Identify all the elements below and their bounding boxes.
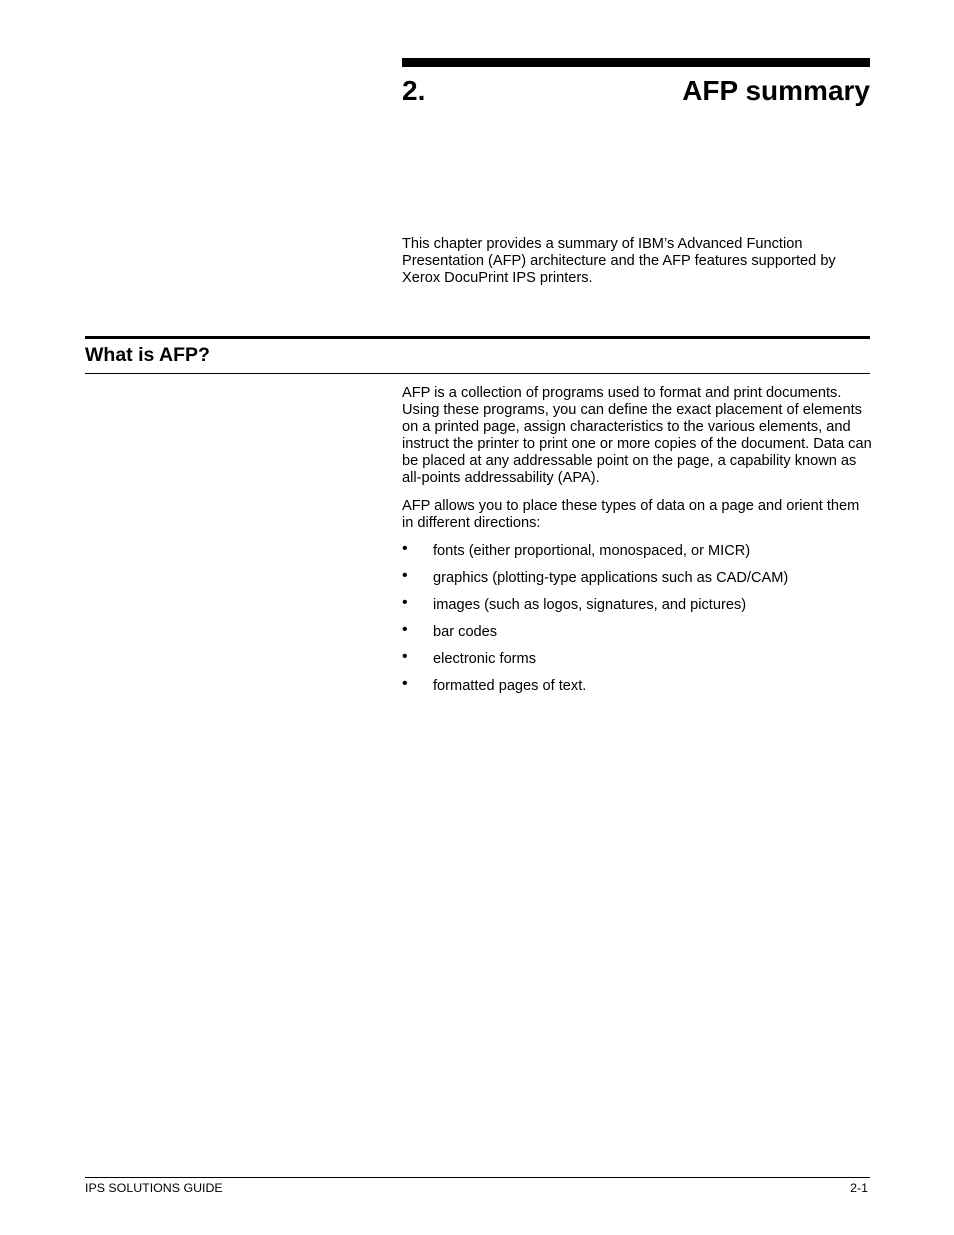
list-item: [402, 594, 872, 624]
footer-page-number: 2-1: [850, 1181, 868, 1195]
bullet-icon: •: [402, 594, 408, 611]
chapter-number: 2.: [402, 75, 426, 106]
list-item: [402, 621, 872, 651]
section-heading-bottom-rule: [85, 373, 870, 374]
list-item-text: electronic forms: [433, 651, 536, 667]
list-item-text: formatted pages of text.: [433, 678, 587, 694]
bullet-icon: •: [402, 540, 408, 557]
bullet-icon: •: [402, 621, 408, 638]
list-item-text: images (such as logos, signatures, and pictures): [433, 597, 747, 613]
bullet-list: [402, 540, 872, 705]
paragraph: AFP is a collection of programs used to format and print documents. Using these programs, you can define the exact placement of elements on a printed page, assign characteristics to the various elements, and instruct the printer to print one or more copies of the document. Data can be placed at any addressable point on the page, a capability known as all-points addressability (APA).: [402, 385, 872, 486]
chapter-intro-paragraph: This chapter provides a summary of IBM’s Advanced Function Presentation (AFP) architecture and the AFP features supported by Xerox DocuPrint IPS printers.: [402, 236, 836, 286]
chapter-title: AFP summary: [682, 75, 870, 106]
bullet-icon: •: [402, 675, 408, 692]
list-item-text: graphics (plotting-type applications such as CAD/CAM): [433, 570, 789, 586]
section-title: What is AFP?: [85, 344, 210, 366]
bullet-icon: •: [402, 567, 408, 584]
list-item-text: bar codes: [433, 624, 498, 640]
list-item: [402, 540, 872, 570]
footer-guide-title: IPS SOLUTIONS GUIDE: [85, 1181, 223, 1195]
section-body: [402, 385, 872, 705]
list-item: [402, 675, 872, 705]
section-heading-top-rule: [85, 336, 870, 339]
paragraph: AFP allows you to place these types of data on a page and orient them in different directions:: [402, 498, 860, 531]
list-item-text: fonts (either proportional, monospaced, or MICR): [433, 543, 751, 559]
list-item: [402, 648, 872, 678]
list-item: [402, 567, 872, 597]
bullet-icon: •: [402, 648, 408, 665]
footer-rule: [85, 1177, 870, 1178]
chapter-heading-rule: [402, 58, 870, 67]
